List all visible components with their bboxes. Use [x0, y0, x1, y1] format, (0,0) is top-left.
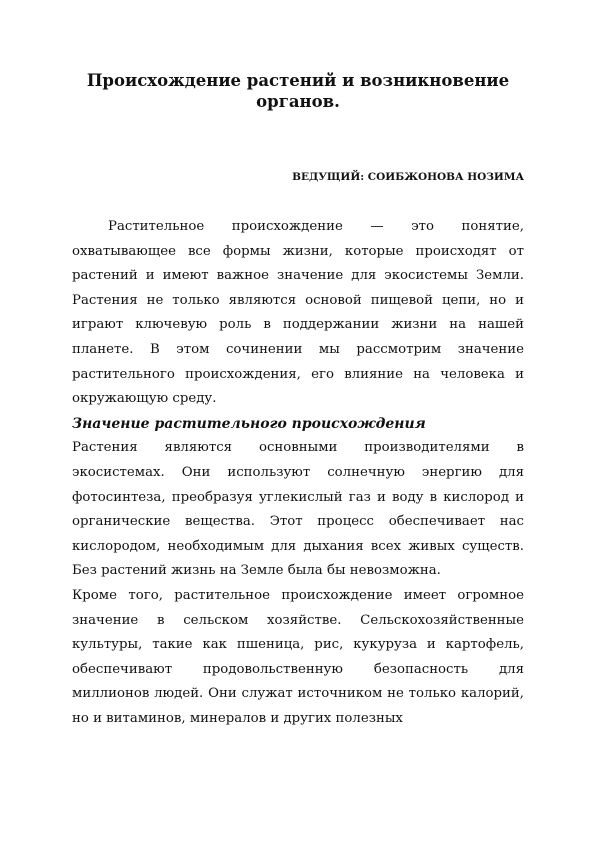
author-line: ВЕДУЩИЙ: СОИБЖОНОВА НОЗИМА	[292, 171, 524, 183]
section-heading: Значение растительного происхождения	[72, 415, 426, 432]
body-paragraph-2: Растения являются основными производителями в экосистемах. Они используют солнечную энергию для фотосинтеза, преобразуя углекислый газ и воду в кислород и органические вещества. Этот процесс обеспечивает нас кислородом, необходимым для дыхания всех живых существ. Без растений жизнь на Земле была бы невозможна.	[72, 440, 524, 579]
intro-paragraph: Растительное происхождение — это понятие, охватывающее все формы жизни, которые происходят от растений и имеют важное значение для экосистемы Земли. Растения не только являются основой пищевой цепи, но и играют ключевую роль в поддержании жизни на нашей планете. В этом сочинении мы рассмотрим значение растительного происхождения, его влияние на человека и окружающую среду.	[72, 219, 524, 407]
document-body	[72, 215, 524, 731]
body-paragraph-3: Кроме того, растительное происхождение имеет огромное значение в сельском хозяйстве. Сельскохозяйственные культуры, такие как пшеница, рис, кукуруза и картофель, обеспечивают продовольственную безопасность для миллионов людей. Они служат источником не только калорий, но и витаминов, минералов и других полезных	[72, 587, 524, 726]
document-title: Происхождение растений и возникновение органов.	[86, 71, 510, 111]
